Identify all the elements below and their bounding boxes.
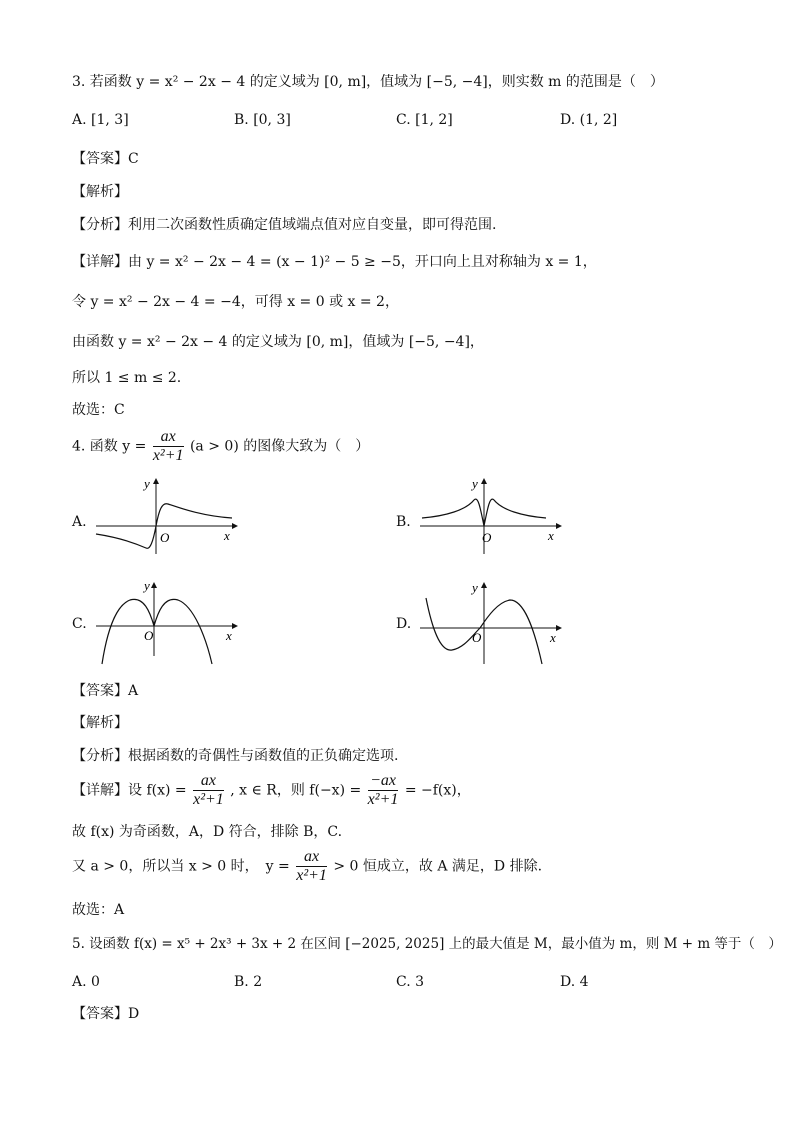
axis-x-label: x — [226, 628, 232, 643]
q3-detail-line4: 所以 1 ≤ m ≤ 2. — [72, 370, 182, 386]
q4-detail-fraction-1 — [193, 772, 224, 809]
axis-y-label: y — [144, 476, 150, 491]
origin-label: O — [160, 530, 170, 545]
q4-line3-part-a: 又 a > 0，所以当 x > 0 时， y = — [72, 858, 290, 875]
q5-option-c: C. 3 — [396, 974, 425, 990]
frac-denominator: x²+1 — [193, 791, 224, 808]
q4-stem-fraction — [153, 428, 184, 465]
q4-frac-numerator: ax — [153, 428, 184, 447]
axis-y-label: y — [472, 476, 478, 491]
q5-option-d: D. 4 — [560, 974, 589, 990]
frac-numerator: −ax — [368, 772, 399, 791]
q4-detail-part-c: = −f(x)， — [404, 782, 471, 799]
q5-option-a: A. 0 — [72, 974, 100, 990]
q4-choose: 故选：A — [72, 902, 125, 918]
q5-answer: 【答案】D — [72, 1006, 140, 1022]
q4-stem — [72, 428, 369, 465]
q4-detail-part-b: , x ∈ R，则 f(−x) = — [230, 782, 362, 799]
q4-detail-fraction-2 — [368, 772, 399, 809]
q4-stem-prefix: 4. 函数 y = — [72, 438, 147, 455]
q3-option-b: B. [0, 3] — [234, 112, 291, 128]
q4-line3-fraction — [296, 848, 327, 885]
frac-denominator: x²+1 — [367, 791, 399, 808]
q3-detail-line3: 由函数 y = x² − 2x − 4 的定义域为 [0, m]，值域为 [−5, −4]， — [72, 334, 484, 350]
axis-x-label: x — [224, 528, 230, 543]
q5-option-b: B. 2 — [234, 974, 263, 990]
axis-y-label: y — [144, 578, 150, 593]
q4-graph-a — [92, 476, 242, 556]
origin-label: O — [472, 630, 482, 645]
axis-y-label: y — [472, 580, 478, 595]
q3-option-d: D. (1, 2] — [560, 112, 618, 128]
q3-stem: 3. 若函数 y = x² − 2x − 4 的定义域为 [0, m]，值域为 [−5, −4]，则实数 m 的范围是（ ） — [72, 74, 664, 90]
q4-line3-part-b: > 0 恒成立，故 A 满足，D 排除. — [333, 858, 543, 875]
q3-answer: 【答案】C — [72, 151, 139, 167]
q4-label-c: C. — [72, 616, 87, 632]
frac-numerator: ax — [296, 848, 327, 867]
q4-detail — [72, 772, 471, 809]
q4-analysis-label: 【解析】 — [72, 715, 128, 731]
q3-option-a: A. [1, 3] — [72, 112, 129, 128]
q5-stem: 5. 设函数 f(x) = x⁵ + 2x³ + 3x + 2 在区间 [−2025, 2025] 上的最大值是 M，最小值为 m，则 M + m 等于（ ） — [72, 936, 782, 952]
axis-x-label: x — [550, 630, 556, 645]
axis-x-label: x — [548, 528, 554, 543]
q4-stem-suffix: (a > 0) 的图像大致为（ ） — [189, 438, 370, 455]
q4-label-b: B. — [396, 514, 411, 530]
q4-detail-line3 — [72, 848, 542, 885]
origin-label: O — [144, 628, 154, 643]
q4-label-a: A. — [72, 514, 87, 530]
q3-option-c: C. [1, 2] — [396, 112, 453, 128]
q3-detail-line2: 令 y = x² − 2x − 4 = −4，可得 x = 0 或 x = 2， — [72, 294, 399, 310]
q3-detail: 【详解】由 y = x² − 2x − 4 = (x − 1)² − 5 ≥ −5，开口向上且对称轴为 x = 1， — [72, 254, 597, 270]
q4-graph-c — [92, 578, 242, 668]
q4-frac-denominator: x²+1 — [152, 447, 184, 464]
frac-denominator: x²+1 — [296, 867, 327, 884]
q4-answer: 【答案】A — [72, 683, 139, 699]
q4-detail-line2: 故 f(x) 为奇函数，A，D 符合，排除 B，C. — [72, 824, 343, 840]
origin-label: O — [482, 530, 492, 545]
q3-analysis-label: 【解析】 — [72, 184, 128, 200]
q4-detail-part-a: 【详解】设 f(x) = — [72, 782, 187, 799]
frac-numerator: ax — [193, 772, 224, 791]
q4-label-d: D. — [396, 616, 412, 632]
q3-fenxi: 【分析】利用二次函数性质确定值域端点值对应自变量，即可得范围. — [72, 217, 497, 233]
q4-fenxi: 【分析】根据函数的奇偶性与函数值的正负确定选项. — [72, 748, 399, 764]
q4-graph-b — [416, 476, 566, 556]
q4-graph-d — [416, 578, 566, 668]
q3-choose: 故选：C — [72, 402, 125, 418]
